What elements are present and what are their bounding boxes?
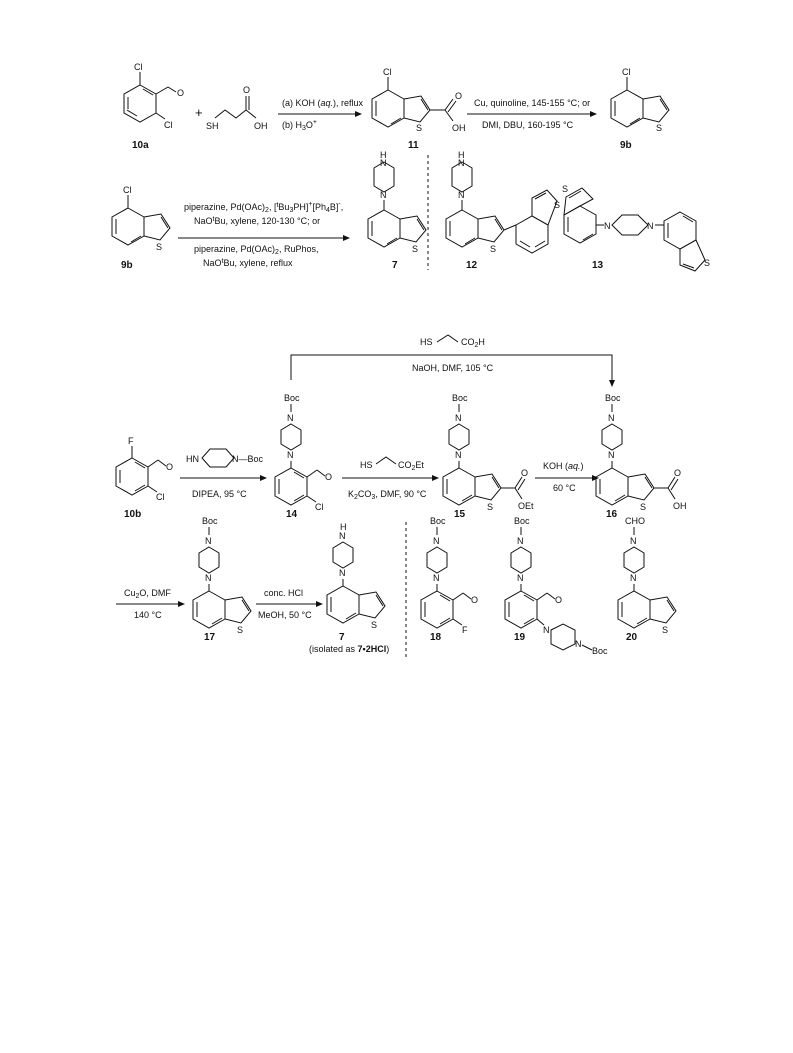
atom-n: N [339,568,346,578]
atom-h: H [340,522,347,532]
step3-condition-2: NaO$^t$Bu, xylene, 120-130 °C; or [194,216,321,226]
reagent-co2h: $CO_2H$ [461,337,485,349]
atom-cl: Cl [123,185,132,195]
atom-o: O [166,462,174,472]
atom-n: N [604,221,611,231]
step2-condition-2: DMI, DBU, 160-195 °C [482,120,574,130]
structure-17 [193,516,251,635]
atom-oh: OH [452,123,466,133]
atom-cl: Cl [383,67,392,77]
compound-label-9b: 9b [620,140,632,151]
atom-o: O [521,468,529,478]
atom-oh: OH [673,501,687,511]
atom-n: N [575,639,582,649]
compound-label-10b: 10b [124,509,142,520]
step-d-condition-2: 140 °C [134,610,162,620]
atom-boc: Boc [605,393,621,403]
structure-9b [611,67,669,133]
compound-label-14: 14 [286,509,298,520]
atom-n: N [433,536,440,546]
structure-16 [596,393,687,512]
step3-condition-3: piperazine, $Pd(OAc)_2$, RuPhos, [194,244,319,256]
step-e-condition-2: MeOH, 50 °C [258,610,312,620]
compound-label-13: 13 [592,260,604,271]
atom-o: O [243,85,251,95]
atom-co2et: $CO_2Et$ [398,460,424,472]
structure-7-scheme2 [327,522,385,630]
compound-label-7-scheme2: 7 [339,632,345,643]
atom-oh: OH [254,121,268,131]
compound-label-16: 16 [606,509,618,520]
structure-10a [124,62,184,130]
structure-thioglycolic-acid [206,85,268,131]
reagent-hs: HS [420,337,433,347]
atom-n: N [647,221,654,231]
atom-n: N [339,531,346,541]
step1-condition-a: (a) KOH (aq.), reflux [282,98,364,108]
atom-s: S [371,620,378,630]
atom-s: S [562,184,569,194]
atom-o: O [674,468,682,478]
atom-n: N [608,413,615,423]
structure-18 [421,516,478,635]
structure-11 [372,67,466,133]
step1-condition-b: (b) $H_3O^+$ [282,119,318,132]
atom-n: N [380,190,387,200]
structure-9b-row2 [112,185,170,252]
structure-7 [368,150,426,254]
structure-10b [116,436,173,502]
structure-12 [446,150,560,254]
structure-thioglycolic-acid-top [420,335,485,349]
compound-label-19: 19 [514,632,526,643]
atom-s: S [416,123,423,133]
scheme-2 [116,335,687,660]
atom-nh: H [458,150,465,160]
structure-14 [275,393,332,512]
atom-n: N [287,450,294,460]
compound-label-11: 11 [408,140,419,151]
atom-n: N [433,573,440,583]
atom-cl: Cl [156,492,165,502]
structure-20 [618,516,676,635]
atom-s: S [704,258,711,268]
step3-condition-4: NaO$^t$Bu, xylene, reflux [203,258,293,268]
atom-cl: Cl [164,120,173,130]
step-e-condition-1: conc. HCl [264,588,304,598]
atom-n: N [205,536,212,546]
top-conditions: NaOH, DMF, 105 °C [412,363,494,373]
atom-n: N [517,573,524,583]
atom-boc: Boc [284,393,300,403]
atom-boc: Boc [514,516,530,526]
atom-n: N [458,190,465,200]
atom-hn: HN [186,454,199,464]
atom-n: N [608,450,615,460]
atom-s: S [237,625,244,635]
atom-n: N [455,413,462,423]
compound-label-18: 18 [430,632,442,643]
compound-label-12: 12 [466,260,478,271]
step3-condition-1: piperazine, $Pd(OAc)_2$, $[^tBu_3PH]^+[Ph_4B]^-$, [184,201,344,214]
structure-13 [562,184,710,271]
atom-cl: Cl [315,502,324,512]
atom-n: N [630,536,637,546]
step-d-condition-1: $Cu_2O$, DMF [124,588,171,600]
reagent-boc-piperazine [186,449,264,467]
atom-n: N [205,573,212,583]
plus-sign: + [195,105,203,120]
atom-o: O [455,91,463,101]
atom-boc: Boc [592,646,608,656]
compound-label-7: 7 [392,260,398,271]
atom-s: S [662,625,669,635]
atom-n-boc: N—Boc [232,454,264,464]
atom-n: N [543,625,550,635]
structure-15 [443,393,534,512]
step2-condition-1: Cu, quinoline, 145-155 °C; or [474,98,591,108]
compound-label-15: 15 [454,509,466,520]
compound-label-9b-row2: 9b [121,260,133,271]
atom-o: O [471,595,479,605]
atom-n: N [630,573,637,583]
atom-boc: Boc [452,393,468,403]
atom-o: O [177,88,185,98]
compound-label-17: 17 [204,632,216,643]
atom-o: O [555,595,563,605]
atom-o: O [325,472,333,482]
atom-cho: CHO [625,516,645,526]
atom-s: S [640,502,647,512]
atom-boc: Boc [430,516,446,526]
step-c-condition-2: 60 °C [553,483,576,493]
atom-sh: SH [206,121,219,131]
isolated-note: (isolated as 7•2HCl) [309,644,390,654]
atom-s: S [156,242,163,252]
atom-s: S [412,244,419,254]
scheme-1 [112,62,710,271]
atom-s: S [656,123,663,133]
atom-s: S [490,244,497,254]
atom-nh: H [380,150,387,160]
step-b-conditions: $K_2CO_3$, DMF, 90 °C [348,489,427,501]
atom-cl: Cl [134,62,143,72]
reagent-ethyl-thioglycolate [360,457,424,472]
atom-n: N [458,158,465,168]
atom-oet: OEt [518,501,534,511]
atom-s: S [487,502,494,512]
compound-label-20: 20 [626,632,638,643]
atom-cl: Cl [622,67,631,77]
step-a-conditions: DIPEA, 95 °C [192,489,247,499]
atom-boc: Boc [202,516,218,526]
step-c-condition-1: KOH (aq.) [543,461,584,471]
atom-n: N [455,450,462,460]
atom-n: N [517,536,524,546]
atom-n: N [287,413,294,423]
atom-f: F [462,625,468,635]
atom-hs: HS [360,460,373,470]
atom-f: F [128,436,134,446]
atom-n: N [380,158,387,168]
compound-label-10a: 10a [132,140,149,151]
atom-s: S [554,200,561,210]
